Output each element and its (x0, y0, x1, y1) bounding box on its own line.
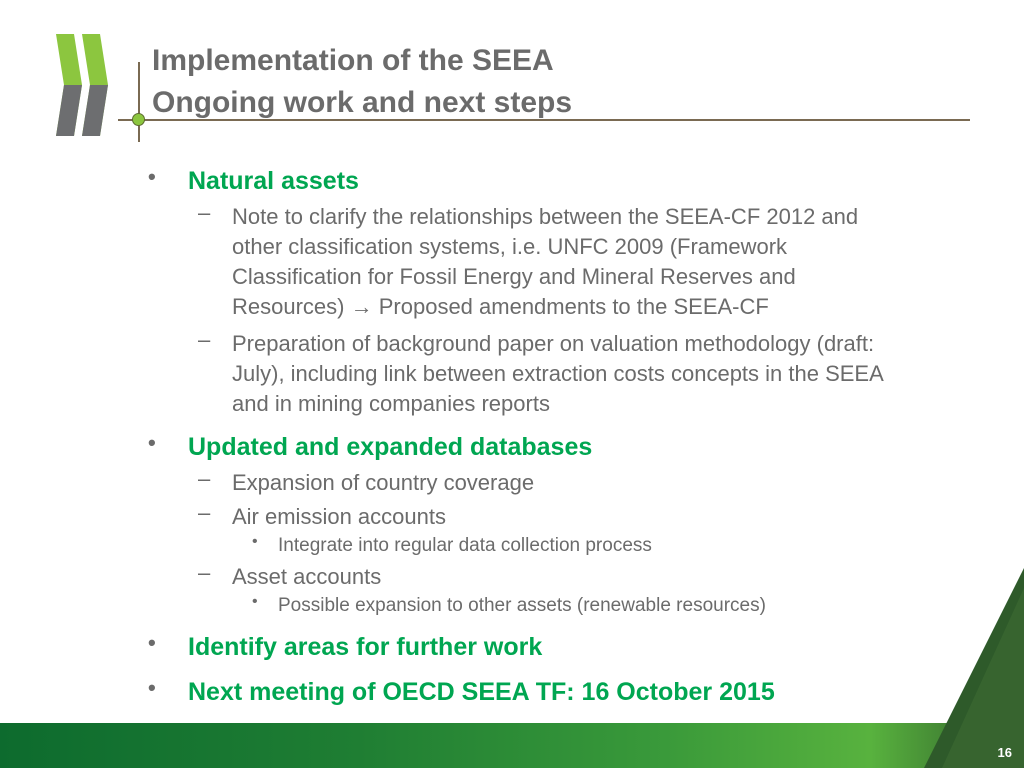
dash-icon: – (198, 327, 211, 352)
bullet-icon: • (252, 593, 258, 610)
dash-icon: – (198, 200, 211, 225)
section-heading-natural-assets: • Natural assets (148, 164, 359, 195)
sub-item-integrate: • Integrate into regular data collection process (252, 533, 652, 556)
item-line: Preparation of background paper on valuation methodology (draft: (232, 331, 875, 356)
item-line: Resources) → Proposed amendments to the SEEA-CF (232, 294, 769, 319)
section-heading-databases: • Updated and expanded databases (148, 430, 593, 461)
item-line: Classification for Fossil Energy and Mineral Reserves and (232, 264, 796, 289)
section-heading-further-work: • Identify areas for further work (148, 630, 543, 661)
sub-item-possible-expansion: • Possible expansion to other assets (renewable resources) (252, 593, 766, 616)
rule-junction-dot (132, 113, 145, 126)
dash-icon: – (198, 500, 211, 525)
item-line: July), including link between extraction costs concepts in the SEEA (232, 361, 884, 386)
dash-icon: – (198, 466, 211, 491)
item-line: and in mining companies reports (232, 391, 550, 416)
title-line-1: Implementation of the SEEA (152, 44, 554, 77)
item-line: Note to clarify the relationships between the SEEA-CF 2012 and (232, 204, 859, 229)
corner-decoration-icon (924, 568, 1024, 768)
dash-icon: – (198, 560, 211, 585)
list-item-note-clarify (198, 200, 859, 322)
bullet-icon: • (252, 533, 258, 550)
title-horizontal-rule (118, 119, 970, 121)
title-line-2: Ongoing work and next steps (152, 86, 573, 119)
item-line: other classification systems, i.e. UNFC 2009 (Framework (232, 234, 788, 259)
bullet-icon: • (148, 630, 156, 655)
slide-title (152, 40, 572, 124)
footer-band (0, 723, 1024, 768)
section-heading-next-meeting: • Next meeting of OECD SEEA TF: 16 October 2015 (148, 675, 775, 706)
page-number: 16 (997, 745, 1012, 760)
list-item-air-emission: – Air emission accounts (198, 500, 446, 529)
list-item-country-coverage: – Expansion of country coverage (198, 466, 535, 495)
list-item-asset-accounts: – Asset accounts (198, 560, 382, 589)
oecd-logo-icon (52, 30, 112, 140)
title-vertical-rule (138, 62, 140, 142)
bullet-icon: • (148, 164, 156, 189)
bullet-icon: • (148, 430, 156, 455)
bullet-icon: • (148, 675, 156, 700)
list-item-background-paper (198, 327, 884, 419)
arrow-right-icon: → (350, 294, 373, 319)
